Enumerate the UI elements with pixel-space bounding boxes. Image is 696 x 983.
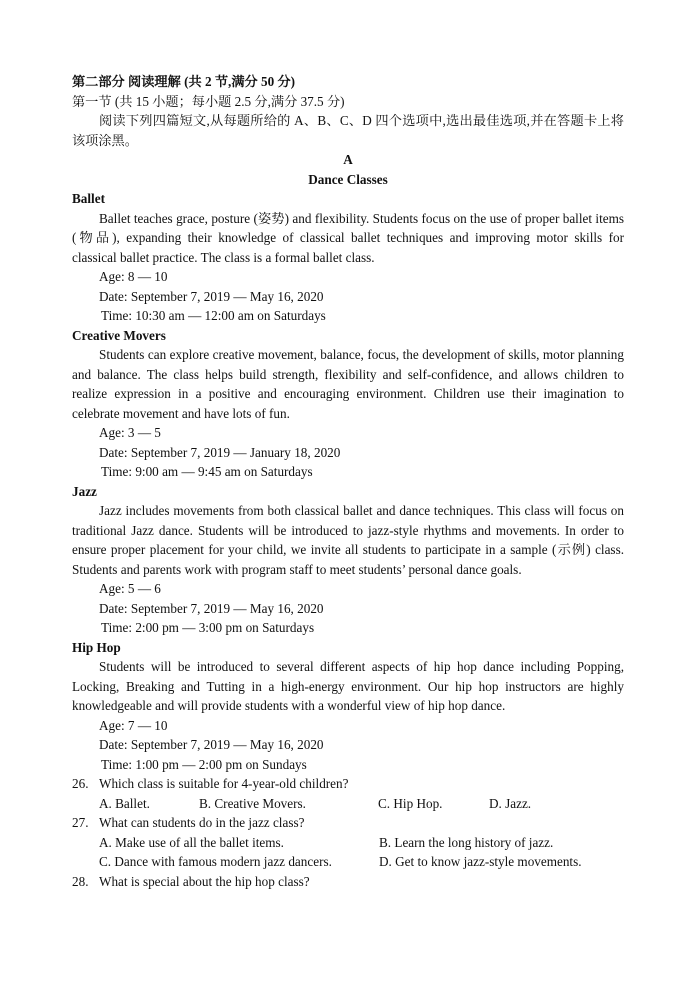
class-section-jazz: [72, 482, 624, 638]
question-number: 28.: [72, 873, 89, 889]
class-time: Time: 1:00 pm — 2:00 pm on Sundays: [101, 756, 307, 772]
class-description: Students can explore creative movement, balance, focus, the development of skills, motor planning and balance. The class helps build strength, flexibility and self-confidence, and allows children to realize expression in a positive and encouraging environment. Children use their imagination to celebrate movement and have lots of fun.: [72, 347, 624, 421]
class-name: Ballet: [72, 191, 105, 206]
question-number: 26.: [72, 776, 89, 791]
part-title: 第二部分 阅读理解 (共 2 节,满分 50 分): [72, 74, 296, 89]
option-a[interactable]: A. Make use of all the ballet items.: [99, 834, 284, 850]
class-time: Time: 2:00 pm — 3:00 pm on Saturdays: [101, 620, 315, 635]
question-number: 27.: [72, 815, 89, 830]
question-stem: What is special about the hip hop class?: [99, 873, 310, 889]
question-27: [72, 813, 624, 872]
section-title: 第一节 (共 15 小题；每小题 2.5 分,满分 37.5 分): [72, 93, 345, 109]
class-time: Time: 10:30 am — 12:00 am on Saturdays: [101, 308, 326, 323]
class-date: Date: September 7, 2019 — January 18, 2020: [99, 444, 341, 460]
class-age: Age: 7 — 10: [99, 717, 168, 733]
class-name: Creative Movers: [72, 327, 166, 343]
option-b[interactable]: B. Creative Movers.: [199, 795, 306, 811]
class-section-ballet: [72, 189, 624, 326]
option-c[interactable]: C. Hip Hop.: [378, 795, 443, 811]
class-date: Date: September 7, 2019 — May 16, 2020: [99, 600, 324, 616]
passage-title: Dance Classes: [308, 171, 388, 187]
class-age: Age: 5 — 6: [99, 581, 161, 596]
class-age: Age: 8 — 10: [99, 269, 168, 284]
question-28: [72, 872, 624, 892]
question-26: [72, 774, 624, 813]
class-time: Time: 9:00 am — 9:45 am on Saturdays: [101, 464, 313, 479]
class-description: Students will be introduced to several different aspects of hip hop dance including Popping, Locking, Breaking and Tutting in a high-energy environment. Our hip hop instructors are highly knowledgeable and will provide students with a wonderful view of hip hop dance.: [72, 659, 624, 713]
option-d[interactable]: D. Get to know jazz-style movements.: [379, 854, 582, 869]
question-stem: Which class is suitable for 4-year-old children?: [99, 776, 349, 791]
option-d[interactable]: D. Jazz.: [489, 795, 532, 811]
option-b[interactable]: B. Learn the long history of jazz.: [379, 834, 554, 850]
question-stem: What can students do in the jazz class?: [99, 815, 305, 830]
class-section-creative-movers: [72, 326, 624, 482]
option-c[interactable]: C. Dance with famous modern jazz dancers.: [99, 854, 332, 869]
instructions: 阅读下列四篇短文,从每题所给的 A、B、C、D 四个选项中,选出最佳选项,并在答题卡上将该项涂黑。: [72, 113, 624, 148]
class-description: Jazz includes movements from both classical ballet and dance techniques. This class will focus on traditional Jazz dance. Students will be introduced to jazz-style rhythms and movements. In order to ensure proper placement for your child, we invite all students to participate in a sample (示例) class. Students and parents work with program staff to meet students’ personal dance goals.: [72, 503, 624, 577]
class-section-hip-hop: [72, 638, 624, 775]
option-a[interactable]: A. Ballet.: [99, 795, 150, 811]
class-name: Hip Hop: [72, 639, 121, 655]
class-age: Age: 3 — 5: [99, 425, 161, 440]
class-name: Jazz: [72, 483, 97, 499]
class-date: Date: September 7, 2019 — May 16, 2020: [99, 737, 324, 752]
class-description: Ballet teaches grace, posture (姿势) and flexibility. Students focus on the use of proper ballet items (物品), expanding their knowledge of classical ballet techniques and improving motor skills for classical ballet practice. The class is a formal ballet class.: [72, 210, 624, 265]
class-date: Date: September 7, 2019 — May 16, 2020: [99, 288, 324, 304]
passage-letter: A: [343, 152, 353, 167]
